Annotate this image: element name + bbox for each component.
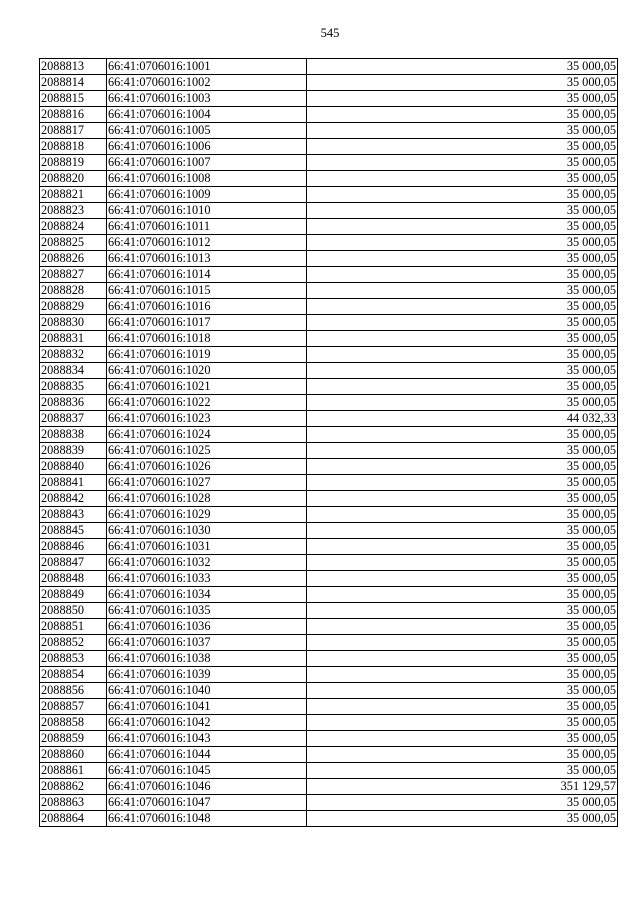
- record-id-cell: 2088853: [40, 651, 107, 667]
- table-row: [40, 747, 618, 763]
- table-row: [40, 155, 618, 171]
- cadastral-number-cell: 66:41:0706016:1043: [107, 731, 307, 747]
- record-id-cell: 2088857: [40, 699, 107, 715]
- cadastral-number-cell: 66:41:0706016:1016: [107, 299, 307, 315]
- record-id-cell: 2088851: [40, 619, 107, 635]
- cadastral-number-cell: 66:41:0706016:1005: [107, 123, 307, 139]
- cadastral-number-cell: 66:41:0706016:1032: [107, 555, 307, 571]
- table-row: [40, 171, 618, 187]
- record-id-cell: 2088831: [40, 331, 107, 347]
- record-id-cell: 2088815: [40, 91, 107, 107]
- table-row: [40, 107, 618, 123]
- cadastral-number-cell: 66:41:0706016:1031: [107, 539, 307, 555]
- cadastral-number-cell: 66:41:0706016:1035: [107, 603, 307, 619]
- amount-cell: 35 000,05: [307, 667, 618, 683]
- cadastral-number-cell: 66:41:0706016:1004: [107, 107, 307, 123]
- cadastral-number-cell: 66:41:0706016:1013: [107, 251, 307, 267]
- cadastral-number-cell: 66:41:0706016:1036: [107, 619, 307, 635]
- table-row: [40, 539, 618, 555]
- table-row: [40, 811, 618, 827]
- cadastral-number-cell: 66:41:0706016:1026: [107, 459, 307, 475]
- amount-cell: 35 000,05: [307, 619, 618, 635]
- record-id-cell: 2088836: [40, 395, 107, 411]
- amount-cell: 35 000,05: [307, 443, 618, 459]
- amount-cell: 35 000,05: [307, 587, 618, 603]
- amount-cell: 35 000,05: [307, 731, 618, 747]
- record-id-cell: 2088832: [40, 347, 107, 363]
- record-id-cell: 2088813: [40, 59, 107, 75]
- record-id-cell: 2088859: [40, 731, 107, 747]
- amount-cell: 35 000,05: [307, 123, 618, 139]
- record-id-cell: 2088828: [40, 283, 107, 299]
- record-id-cell: 2088820: [40, 171, 107, 187]
- amount-cell: 35 000,05: [307, 107, 618, 123]
- record-id-cell: 2088848: [40, 571, 107, 587]
- cadastral-number-cell: 66:41:0706016:1010: [107, 203, 307, 219]
- record-id-cell: 2088839: [40, 443, 107, 459]
- table-row: [40, 347, 618, 363]
- table-row: [40, 651, 618, 667]
- record-id-cell: 2088818: [40, 139, 107, 155]
- amount-cell: 35 000,05: [307, 715, 618, 731]
- amount-cell: 35 000,05: [307, 491, 618, 507]
- cadastral-number-cell: 66:41:0706016:1025: [107, 443, 307, 459]
- cadastral-number-cell: 66:41:0706016:1033: [107, 571, 307, 587]
- record-id-cell: 2088841: [40, 475, 107, 491]
- amount-cell: 35 000,05: [307, 91, 618, 107]
- amount-cell: 35 000,05: [307, 603, 618, 619]
- table-row: [40, 491, 618, 507]
- amount-cell: 35 000,05: [307, 571, 618, 587]
- amount-cell: 35 000,05: [307, 555, 618, 571]
- record-id-cell: 2088819: [40, 155, 107, 171]
- record-id-cell: 2088850: [40, 603, 107, 619]
- table-row: [40, 59, 618, 75]
- record-id-cell: 2088838: [40, 427, 107, 443]
- table-row: [40, 619, 618, 635]
- amount-cell: 35 000,05: [307, 251, 618, 267]
- table-row: [40, 331, 618, 347]
- table-row: [40, 395, 618, 411]
- cadastral-number-cell: 66:41:0706016:1019: [107, 347, 307, 363]
- amount-cell: 35 000,05: [307, 155, 618, 171]
- amount-cell: 35 000,05: [307, 523, 618, 539]
- record-id-cell: 2088852: [40, 635, 107, 651]
- cadastral-number-cell: 66:41:0706016:1007: [107, 155, 307, 171]
- amount-cell: 35 000,05: [307, 187, 618, 203]
- table-row: [40, 523, 618, 539]
- record-id-cell: 2088823: [40, 203, 107, 219]
- record-id-cell: 2088843: [40, 507, 107, 523]
- amount-cell: 35 000,05: [307, 283, 618, 299]
- table-row: [40, 571, 618, 587]
- amount-cell: 35 000,05: [307, 539, 618, 555]
- table-row: [40, 459, 618, 475]
- amount-cell: 35 000,05: [307, 635, 618, 651]
- cadastral-number-cell: 66:41:0706016:1046: [107, 779, 307, 795]
- amount-cell: 35 000,05: [307, 203, 618, 219]
- cadastral-number-cell: 66:41:0706016:1002: [107, 75, 307, 91]
- table-row: [40, 763, 618, 779]
- record-id-cell: 2088816: [40, 107, 107, 123]
- record-id-cell: 2088840: [40, 459, 107, 475]
- cadastral-number-cell: 66:41:0706016:1017: [107, 315, 307, 331]
- record-id-cell: 2088858: [40, 715, 107, 731]
- record-id-cell: 2088862: [40, 779, 107, 795]
- amount-cell: 351 129,57: [307, 779, 618, 795]
- table-row: [40, 91, 618, 107]
- amount-cell: 35 000,05: [307, 395, 618, 411]
- cadastral-number-cell: 66:41:0706016:1040: [107, 683, 307, 699]
- table-row: [40, 683, 618, 699]
- table-row: [40, 251, 618, 267]
- cadastral-number-cell: 66:41:0706016:1028: [107, 491, 307, 507]
- cadastral-number-cell: 66:41:0706016:1047: [107, 795, 307, 811]
- cadastral-number-cell: 66:41:0706016:1009: [107, 187, 307, 203]
- amount-cell: 35 000,05: [307, 427, 618, 443]
- cadastral-number-cell: 66:41:0706016:1023: [107, 411, 307, 427]
- cadastral-number-cell: 66:41:0706016:1015: [107, 283, 307, 299]
- table-row: [40, 235, 618, 251]
- table-row: [40, 379, 618, 395]
- table-row: [40, 731, 618, 747]
- table-row: [40, 267, 618, 283]
- record-id-cell: 2088856: [40, 683, 107, 699]
- amount-cell: 35 000,05: [307, 363, 618, 379]
- record-id-cell: 2088847: [40, 555, 107, 571]
- record-id-cell: 2088835: [40, 379, 107, 395]
- table-row: [40, 363, 618, 379]
- table-row: [40, 123, 618, 139]
- cadastral-number-cell: 66:41:0706016:1020: [107, 363, 307, 379]
- table-row: [40, 411, 618, 427]
- amount-cell: 35 000,05: [307, 171, 618, 187]
- record-id-cell: 2088830: [40, 315, 107, 331]
- table-row: [40, 139, 618, 155]
- table-row: [40, 603, 618, 619]
- table-row: [40, 507, 618, 523]
- cadastral-number-cell: 66:41:0706016:1038: [107, 651, 307, 667]
- table-row: [40, 187, 618, 203]
- record-id-cell: 2088861: [40, 763, 107, 779]
- amount-cell: 35 000,05: [307, 747, 618, 763]
- record-id-cell: 2088845: [40, 523, 107, 539]
- amount-cell: 35 000,05: [307, 507, 618, 523]
- record-id-cell: 2088827: [40, 267, 107, 283]
- table-row: [40, 699, 618, 715]
- table-row: [40, 299, 618, 315]
- cadastral-number-cell: 66:41:0706016:1001: [107, 59, 307, 75]
- cadastral-number-cell: 66:41:0706016:1006: [107, 139, 307, 155]
- cadastral-number-cell: 66:41:0706016:1039: [107, 667, 307, 683]
- cadastral-number-cell: 66:41:0706016:1003: [107, 91, 307, 107]
- amount-cell: 35 000,05: [307, 59, 618, 75]
- record-id-cell: 2088849: [40, 587, 107, 603]
- amount-cell: 35 000,05: [307, 235, 618, 251]
- table-row: [40, 203, 618, 219]
- table-row: [40, 667, 618, 683]
- cadastral-number-cell: 66:41:0706016:1011: [107, 219, 307, 235]
- table-row: [40, 75, 618, 91]
- amount-cell: 35 000,05: [307, 139, 618, 155]
- data-table: [39, 58, 618, 827]
- amount-cell: 44 032,33: [307, 411, 618, 427]
- record-id-cell: 2088863: [40, 795, 107, 811]
- cadastral-number-cell: 66:41:0706016:1045: [107, 763, 307, 779]
- record-id-cell: 2088814: [40, 75, 107, 91]
- cadastral-number-cell: 66:41:0706016:1037: [107, 635, 307, 651]
- record-id-cell: 2088846: [40, 539, 107, 555]
- amount-cell: 35 000,05: [307, 331, 618, 347]
- amount-cell: 35 000,05: [307, 75, 618, 91]
- table-row: [40, 635, 618, 651]
- table-row: [40, 795, 618, 811]
- cadastral-number-cell: 66:41:0706016:1042: [107, 715, 307, 731]
- page-number: 545: [320, 26, 340, 40]
- table-row: [40, 427, 618, 443]
- cadastral-number-cell: 66:41:0706016:1029: [107, 507, 307, 523]
- amount-cell: 35 000,05: [307, 699, 618, 715]
- record-id-cell: 2088864: [40, 811, 107, 827]
- amount-cell: 35 000,05: [307, 315, 618, 331]
- table-row: [40, 715, 618, 731]
- amount-cell: 35 000,05: [307, 347, 618, 363]
- table-row: [40, 443, 618, 459]
- record-id-cell: 2088825: [40, 235, 107, 251]
- table-body: [40, 59, 618, 827]
- amount-cell: 35 000,05: [307, 459, 618, 475]
- table-row: [40, 779, 618, 795]
- table-row: [40, 475, 618, 491]
- cadastral-number-cell: 66:41:0706016:1048: [107, 811, 307, 827]
- cadastral-number-cell: 66:41:0706016:1024: [107, 427, 307, 443]
- cadastral-number-cell: 66:41:0706016:1030: [107, 523, 307, 539]
- amount-cell: 35 000,05: [307, 379, 618, 395]
- record-id-cell: 2088826: [40, 251, 107, 267]
- cadastral-number-cell: 66:41:0706016:1041: [107, 699, 307, 715]
- amount-cell: 35 000,05: [307, 299, 618, 315]
- cadastral-number-cell: 66:41:0706016:1014: [107, 267, 307, 283]
- cadastral-number-cell: 66:41:0706016:1044: [107, 747, 307, 763]
- record-id-cell: 2088821: [40, 187, 107, 203]
- record-id-cell: 2088824: [40, 219, 107, 235]
- cadastral-number-cell: 66:41:0706016:1012: [107, 235, 307, 251]
- cadastral-number-cell: 66:41:0706016:1027: [107, 475, 307, 491]
- record-id-cell: 2088829: [40, 299, 107, 315]
- amount-cell: 35 000,05: [307, 267, 618, 283]
- record-id-cell: 2088817: [40, 123, 107, 139]
- record-id-cell: 2088837: [40, 411, 107, 427]
- record-id-cell: 2088834: [40, 363, 107, 379]
- amount-cell: 35 000,05: [307, 475, 618, 491]
- cadastral-number-cell: 66:41:0706016:1022: [107, 395, 307, 411]
- table-row: [40, 219, 618, 235]
- table-row: [40, 315, 618, 331]
- cadastral-number-cell: 66:41:0706016:1034: [107, 587, 307, 603]
- record-id-cell: 2088842: [40, 491, 107, 507]
- table-row: [40, 555, 618, 571]
- cadastral-number-cell: 66:41:0706016:1021: [107, 379, 307, 395]
- cadastral-number-cell: 66:41:0706016:1008: [107, 171, 307, 187]
- amount-cell: 35 000,05: [307, 219, 618, 235]
- cadastral-number-cell: 66:41:0706016:1018: [107, 331, 307, 347]
- amount-cell: 35 000,05: [307, 795, 618, 811]
- record-id-cell: 2088854: [40, 667, 107, 683]
- amount-cell: 35 000,05: [307, 683, 618, 699]
- table-row: [40, 587, 618, 603]
- table-row: [40, 283, 618, 299]
- amount-cell: 35 000,05: [307, 651, 618, 667]
- record-id-cell: 2088860: [40, 747, 107, 763]
- amount-cell: 35 000,05: [307, 811, 618, 827]
- amount-cell: 35 000,05: [307, 763, 618, 779]
